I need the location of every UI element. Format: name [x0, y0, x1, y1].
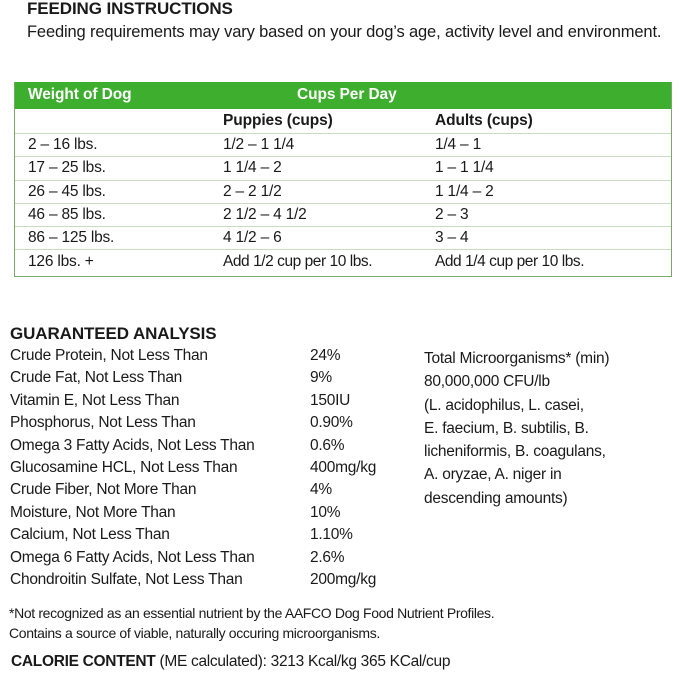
nutrient-label: Chondroitin Sulfate, Not Less Than [10, 570, 243, 588]
microorganisms-line: descending amounts) [424, 489, 568, 507]
list-item [10, 459, 410, 481]
list-item [10, 481, 410, 503]
cell-puppies: 4 1/2 – 6 [223, 229, 282, 247]
microorganisms-line: E. faecium, B. subtilis, B. [424, 419, 589, 437]
microorganisms-line: A. oryzae, A. niger in [424, 466, 562, 484]
list-item [10, 347, 410, 369]
cell-weight: 2 – 16 lbs. [28, 136, 98, 153]
cell-puppies: Add 1/2 cup per 10 lbs. [223, 253, 373, 271]
list-item [10, 437, 410, 459]
microorganisms-block [424, 347, 679, 510]
cell-weight: 46 – 85 lbs. [28, 205, 106, 223]
aafco-footnote [9, 603, 679, 643]
table-row [15, 227, 671, 250]
column-header-cups-per-day: Cups Per Day [297, 86, 397, 103]
cell-adults: 1 1/4 – 2 [435, 182, 494, 200]
feeding-table-subheader-row [15, 109, 671, 134]
feeding-instructions-title: FEEDING INSTRUCTIONS [27, 0, 233, 18]
nutrient-label: Vitamin E, Not Less Than [10, 391, 180, 409]
nutrient-value: 10% [310, 503, 341, 521]
nutrient-label: Omega 6 Fatty Acids, Not Less Than [10, 548, 255, 566]
nutrient-value: 150IU [310, 391, 351, 409]
calorie-content-label: CALORIE CONTENT [11, 653, 156, 670]
list-item [10, 504, 410, 526]
cell-puppies: 1 1/4 – 2 [223, 159, 282, 177]
calorie-content [11, 653, 450, 671]
cell-weight: 17 – 25 lbs. [28, 159, 106, 177]
nutrient-value: 0.6% [310, 436, 345, 454]
nutrient-label: Phosphorus, Not Less Than [10, 414, 196, 432]
table-row [15, 181, 671, 204]
nutrient-value: 9% [310, 369, 332, 387]
nutrient-label: Calcium, Not Less Than [10, 526, 170, 544]
microorganisms-line: licheniformis, B. coagulans, [424, 443, 606, 461]
nutrient-label: Crude Protein, Not Less Than [10, 347, 208, 364]
table-row [15, 134, 671, 157]
list-item [10, 414, 410, 436]
nutrient-label: Crude Fat, Not Less Than [10, 369, 183, 387]
footnote-line-2: Contains a source of viable, naturally occuring microorganisms. [9, 625, 380, 641]
nutrient-value: 4% [310, 481, 332, 499]
cell-weight: 26 – 45 lbs. [28, 182, 106, 200]
calorie-content-detail: (ME calculated): 3213 Kcal/kg 365 KCal/cup [155, 653, 451, 670]
nutrient-value: 400mg/kg [310, 458, 377, 476]
cell-adults: 1/4 – 1 [435, 136, 482, 153]
column-header-adults: Adults (cups) [435, 112, 533, 129]
cell-adults: 1 – 1 1/4 [435, 159, 494, 177]
footnote-line-1: *Not recognized as an essential nutrient by the AAFCO Dog Food Nutrient Profiles. [9, 605, 495, 621]
nutrient-value: 1.10% [310, 526, 353, 544]
list-item [10, 549, 410, 571]
nutrient-label: Omega 3 Fatty Acids, Not Less Than [10, 436, 255, 454]
cell-puppies: 2 1/2 – 4 1/2 [223, 205, 307, 223]
cell-puppies: 2 – 2 1/2 [223, 182, 282, 200]
list-item [10, 526, 410, 548]
column-header-weight-of-dog: Weight of Dog [28, 86, 132, 103]
table-row [15, 250, 671, 276]
feeding-instructions-intro: Feeding requirements may vary based on your dog’s age, activity level and environment. [27, 23, 662, 41]
nutrient-label: Crude Fiber, Not More Than [10, 481, 197, 499]
list-item [10, 369, 410, 391]
microorganisms-line: 80,000,000 CFU/lb [424, 373, 550, 391]
guaranteed-analysis-list [10, 347, 410, 593]
guaranteed-analysis-title: GUARANTEED ANALYSIS [10, 324, 217, 343]
cell-adults: Add 1/4 cup per 10 lbs. [435, 253, 585, 271]
nutrient-value: 0.90% [310, 414, 353, 432]
feeding-table-header-row [15, 82, 671, 109]
cell-adults: 3 – 4 [435, 229, 469, 247]
cell-weight: 86 – 125 lbs. [28, 229, 115, 247]
feeding-table [14, 82, 672, 277]
nutrient-value: 24% [310, 347, 341, 364]
cell-weight: 126 lbs. + [28, 253, 94, 271]
cell-adults: 2 – 3 [435, 205, 469, 223]
microorganisms-line: Total Microorganisms* (min) [424, 350, 610, 367]
microorganisms-line: (L. acidophilus, L. casei, [424, 396, 584, 414]
cell-puppies: 1/2 – 1 1/4 [223, 136, 295, 153]
nutrient-label: Glucosamine HCL, Not Less Than [10, 458, 238, 476]
nutrient-value: 200mg/kg [310, 570, 377, 588]
list-item [10, 392, 410, 414]
table-row [15, 204, 671, 227]
column-header-puppies: Puppies (cups) [223, 112, 333, 129]
nutrient-value: 2.6% [310, 548, 345, 566]
nutrient-label: Moisture, Not More Than [10, 503, 176, 521]
table-row [15, 157, 671, 180]
list-item [10, 571, 410, 593]
